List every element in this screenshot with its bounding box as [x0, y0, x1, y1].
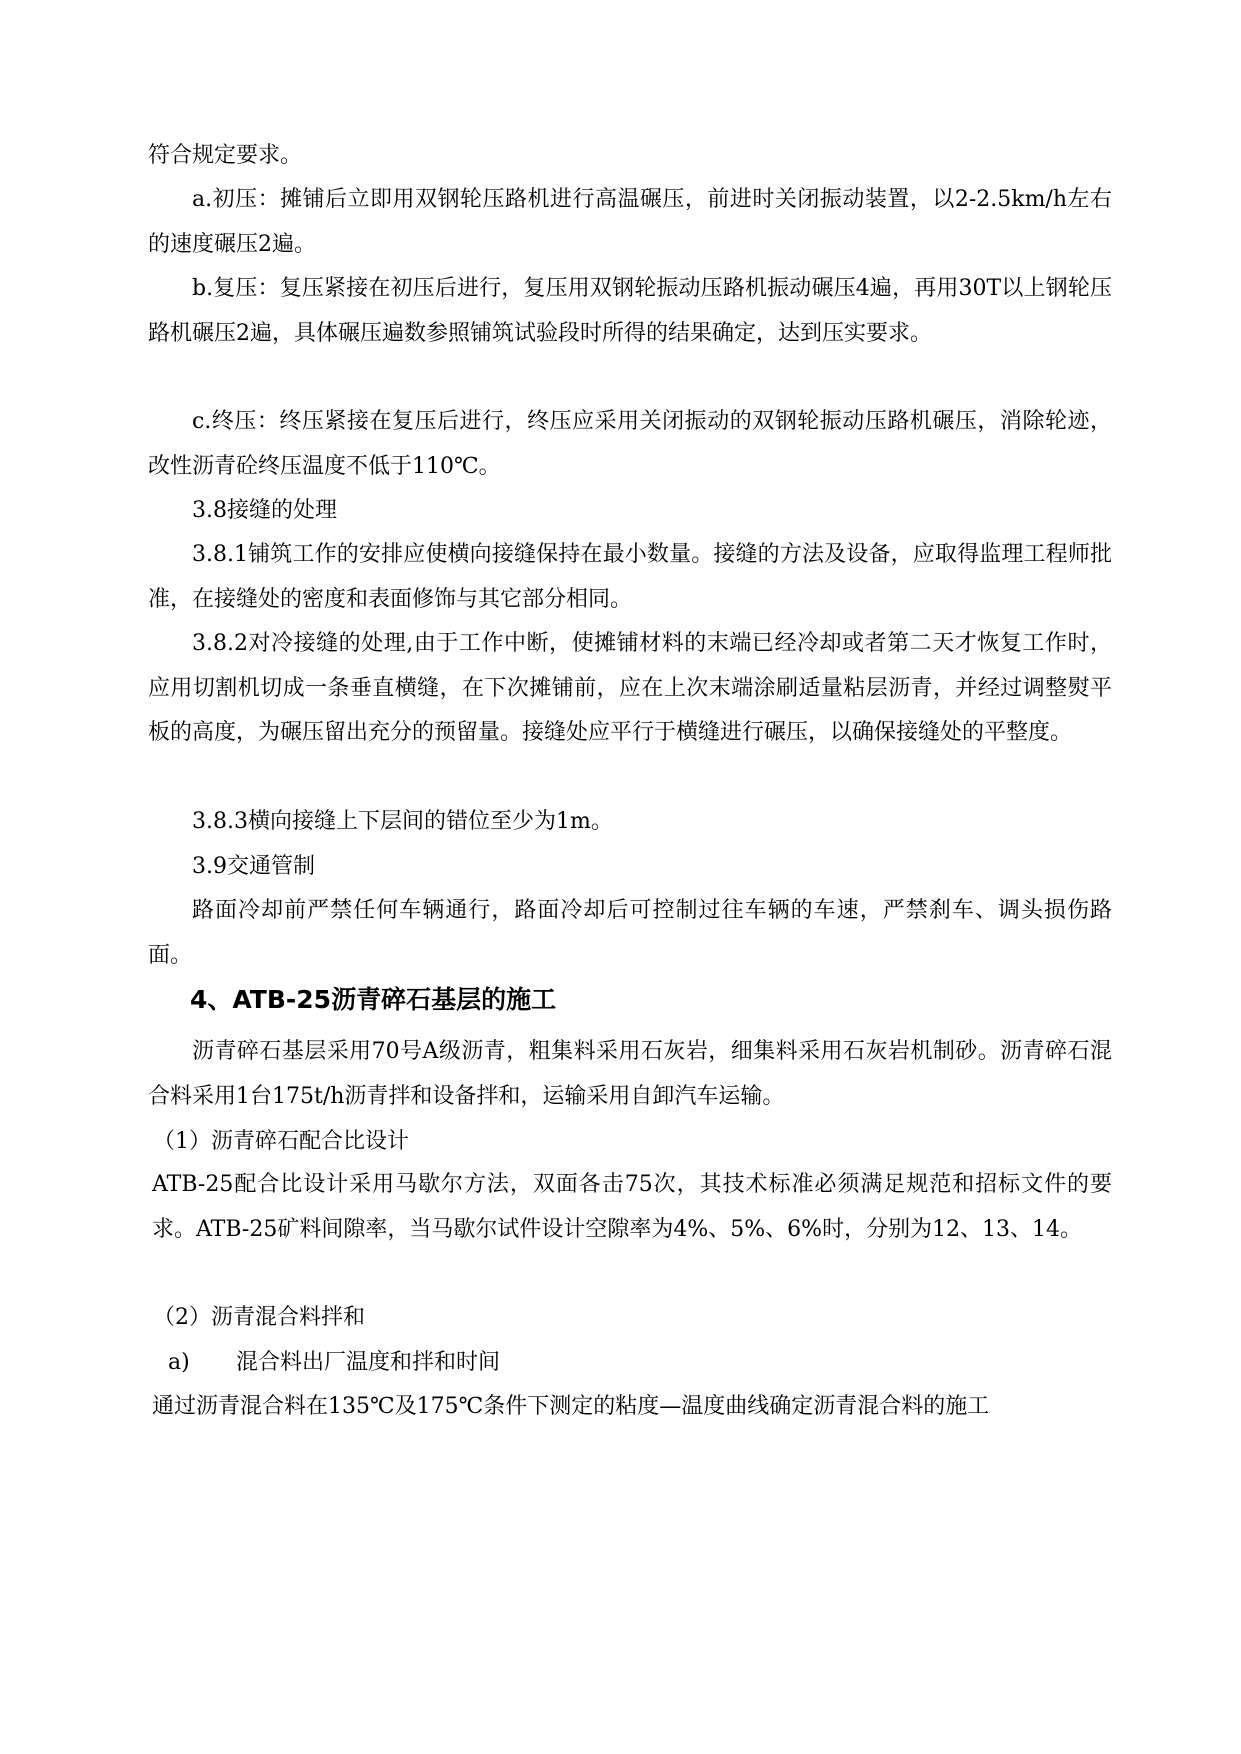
subheading-mix-design: （1）沥青碎石配合比设计	[153, 1129, 409, 1154]
section-heading-joint-treatment: 3.8接缝的处理	[192, 498, 337, 523]
paragraph-initial-compaction: a.初压：摊铺后立即用双钢轮压路机进行高温碾压，前进时关闭振动装置，以2-2.5km/h左右的速度碾压2遍。	[148, 187, 1112, 257]
paragraph-re-compaction: b.复压：复压紧接在初压后进行，复压用双钢轮振动压路机振动碾压4遍，再用30T以上钢轮压路机碾压2遍，具体碾压遍数参照铺筑试验段时所得的结果确定，达到压实要求。	[148, 276, 1112, 346]
paragraph-3-8-1: 3.8.1铺筑工作的安排应使横向接缝保持在最小数量。接缝的方法及设备，应取得监理工程师批准，在接缝处的密度和表面修饰与其它部分相同。	[148, 542, 1112, 612]
paragraph-mix-design: ATB-25配合比设计采用马歇尔方法，双面各击75次，其技术标准必须满足规范和招标文件的要求。ATB-25矿料间隙率，当马歇尔试件设计空隙率为4%、5%、6%时，分别为12、13、14。	[152, 1172, 1112, 1242]
paragraph-atb25-materials: 沥青碎石基层采用70号A级沥青，粗集料采用石灰岩，细集料采用石灰岩机制砂。沥青碎石混合料采用1台175t/h沥青拌和设备拌和，运输采用自卸汽车运输。	[148, 1039, 1112, 1109]
paragraph-traffic-control: 路面冷却前严禁任何车辆通行，路面冷却后可控制过往车辆的车速，严禁刹车、调头损伤路面。	[148, 898, 1112, 968]
subheading-mixing: （2）沥青混合料拌和	[153, 1305, 365, 1330]
list-marker-a: a)	[168, 1350, 190, 1375]
paragraph-viscosity: 通过沥青混合料在135℃及175℃条件下测定的粘度—温度曲线确定沥青混合料的施工	[152, 1394, 990, 1419]
paragraph-3-8-3: 3.8.3横向接缝上下层间的错位至少为1m。	[192, 809, 613, 834]
list-item-temperature-time: 混合料出厂温度和拌和时间	[236, 1350, 501, 1375]
section-heading-atb25: 4、ATB-25沥青碎石基层的施工	[190, 985, 557, 1014]
paragraph-3-8-2: 3.8.2对冷接缝的处理,由于工作中断，使摊铺材料的末端已经冷却或者第二天才恢复工作时，应用切割机切成一条垂直横缝，在下次摊铺前，应在上次末端涂刷适量粘层沥青，并经过调整熨平板的高度，为碾压留出充分的预留量。接缝处应平行于横缝进行碾压，以确保接缝处的平整度。	[148, 631, 1112, 745]
paragraph-final-compaction: c.终压：终压紧接在复压后进行，终压应采用关闭振动的双钢轮振动压路机碾压，消除轮迹，改性沥青砼终压温度不低于110℃。	[148, 409, 1112, 479]
paragraph-continuation: 符合规定要求。	[148, 143, 303, 168]
section-heading-traffic-control: 3.9交通管制	[192, 854, 315, 879]
